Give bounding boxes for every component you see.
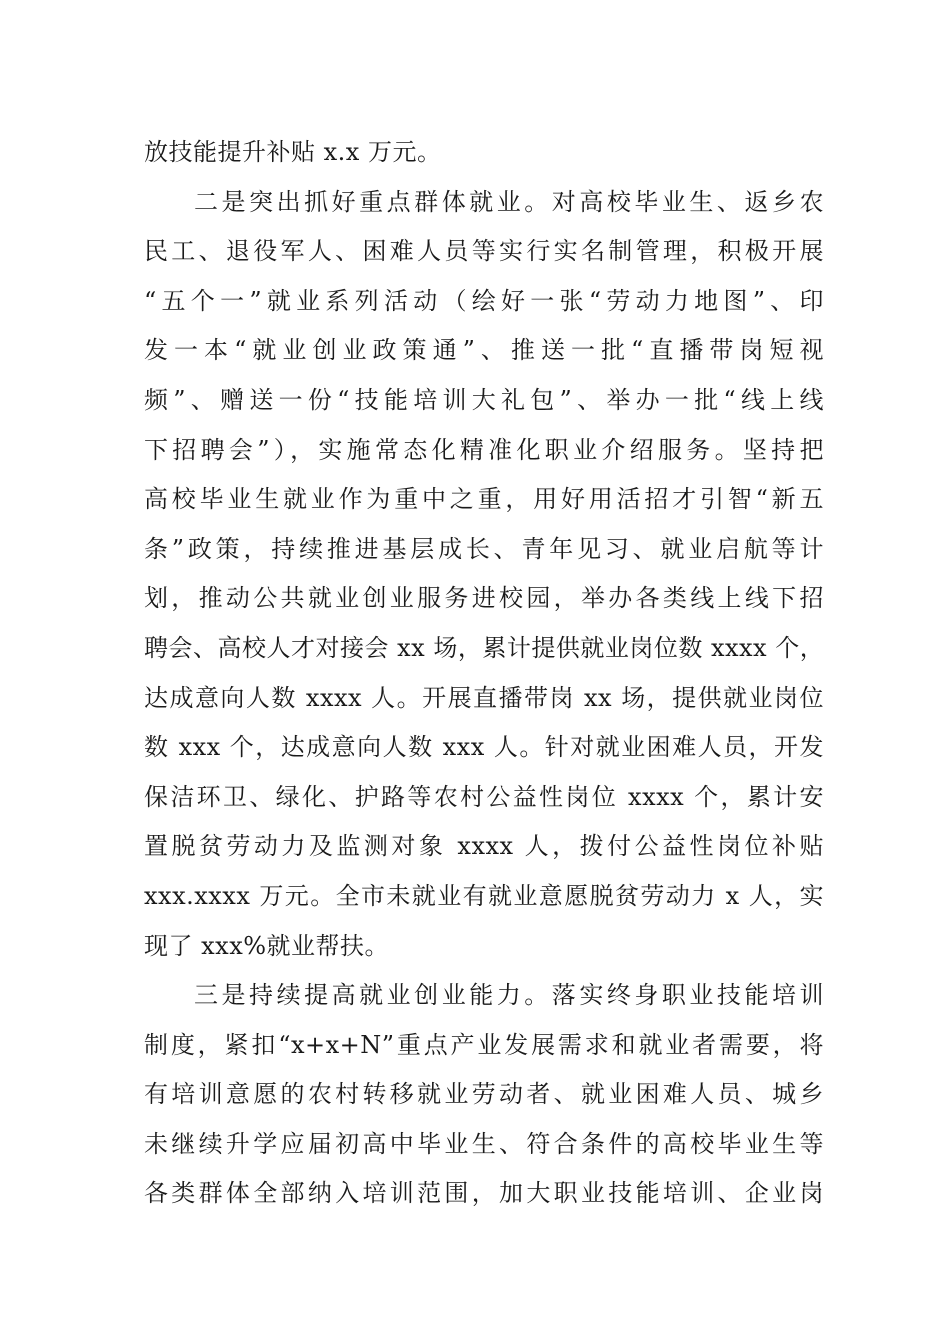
text-line: “五个一”就业系列活动（绘好一张“劳动力地图”、印 — [144, 286, 824, 315]
text-line: 达成意向人数 xxxx 人。开展直播带岗 xx 场，提供就业岗位 — [144, 683, 824, 712]
text-line: 置脱贫劳动力及监测对象 xxxx 人，拨付公益性岗位补贴 — [144, 832, 824, 861]
text-line: 聘会、高校人才对接会 xx 场，累计提供就业岗位数 xxxx 个， — [144, 633, 825, 662]
text-line: 数 xxx 个，达成意向人数 xxx 人。针对就业困难人员，开发 — [144, 733, 824, 762]
text-line: 制度，紧扣“x+x+N”重点产业发展需求和就业者需要，将 — [144, 1030, 824, 1059]
text-line: 放技能提升补贴 x.x 万元。 — [144, 138, 442, 166]
text-line: 下招聘会”），实施常态化精准化职业介绍服务。坚持把 — [144, 435, 824, 464]
text-line: 民工、退役军人、困难人员等实行实名制管理，积极开展 — [144, 237, 824, 266]
paragraph-start-line: 二是突出抓好重点群体就业。对高校毕业生、返乡农 — [194, 187, 824, 216]
body-text — [144, 128, 824, 1219]
text-line: 高校毕业生就业作为重中之重，用好用活招才引智“新五 — [144, 485, 824, 514]
text-line: 各类群体全部纳入培训范围，加大职业技能培训、企业岗 — [144, 1179, 824, 1208]
text-line: 划，推动公共就业创业服务进校园，举办各类线上线下招 — [144, 584, 824, 613]
text-line: 未继续升学应届初高中毕业生、符合条件的高校毕业生等 — [144, 1129, 824, 1158]
text-line: xxx.xxxx 万元。全市未就业有就业意愿脱贫劳动力 x 人，实 — [144, 881, 824, 910]
text-line: 保洁环卫、绿化、护路等农村公益性岗位 xxxx 个，累计安 — [144, 782, 824, 811]
text-line: 条”政策，持续推进基层成长、青年见习、就业启航等计 — [144, 534, 824, 563]
paragraph-start-line: 三是持续提高就业创业能力。落实终身职业技能培训 — [194, 981, 824, 1010]
text-line: 发一本“就业创业政策通”、推送一批“直播带岗短视 — [144, 336, 824, 365]
text-line: 频”、赠送一份“技能培训大礼包”、举办一批“线上线 — [144, 385, 824, 414]
text-line: 现了 xxx%就业帮扶。 — [144, 931, 390, 960]
text-line: 有培训意愿的农村转移就业劳动者、就业困难人员、城乡 — [144, 1080, 824, 1109]
